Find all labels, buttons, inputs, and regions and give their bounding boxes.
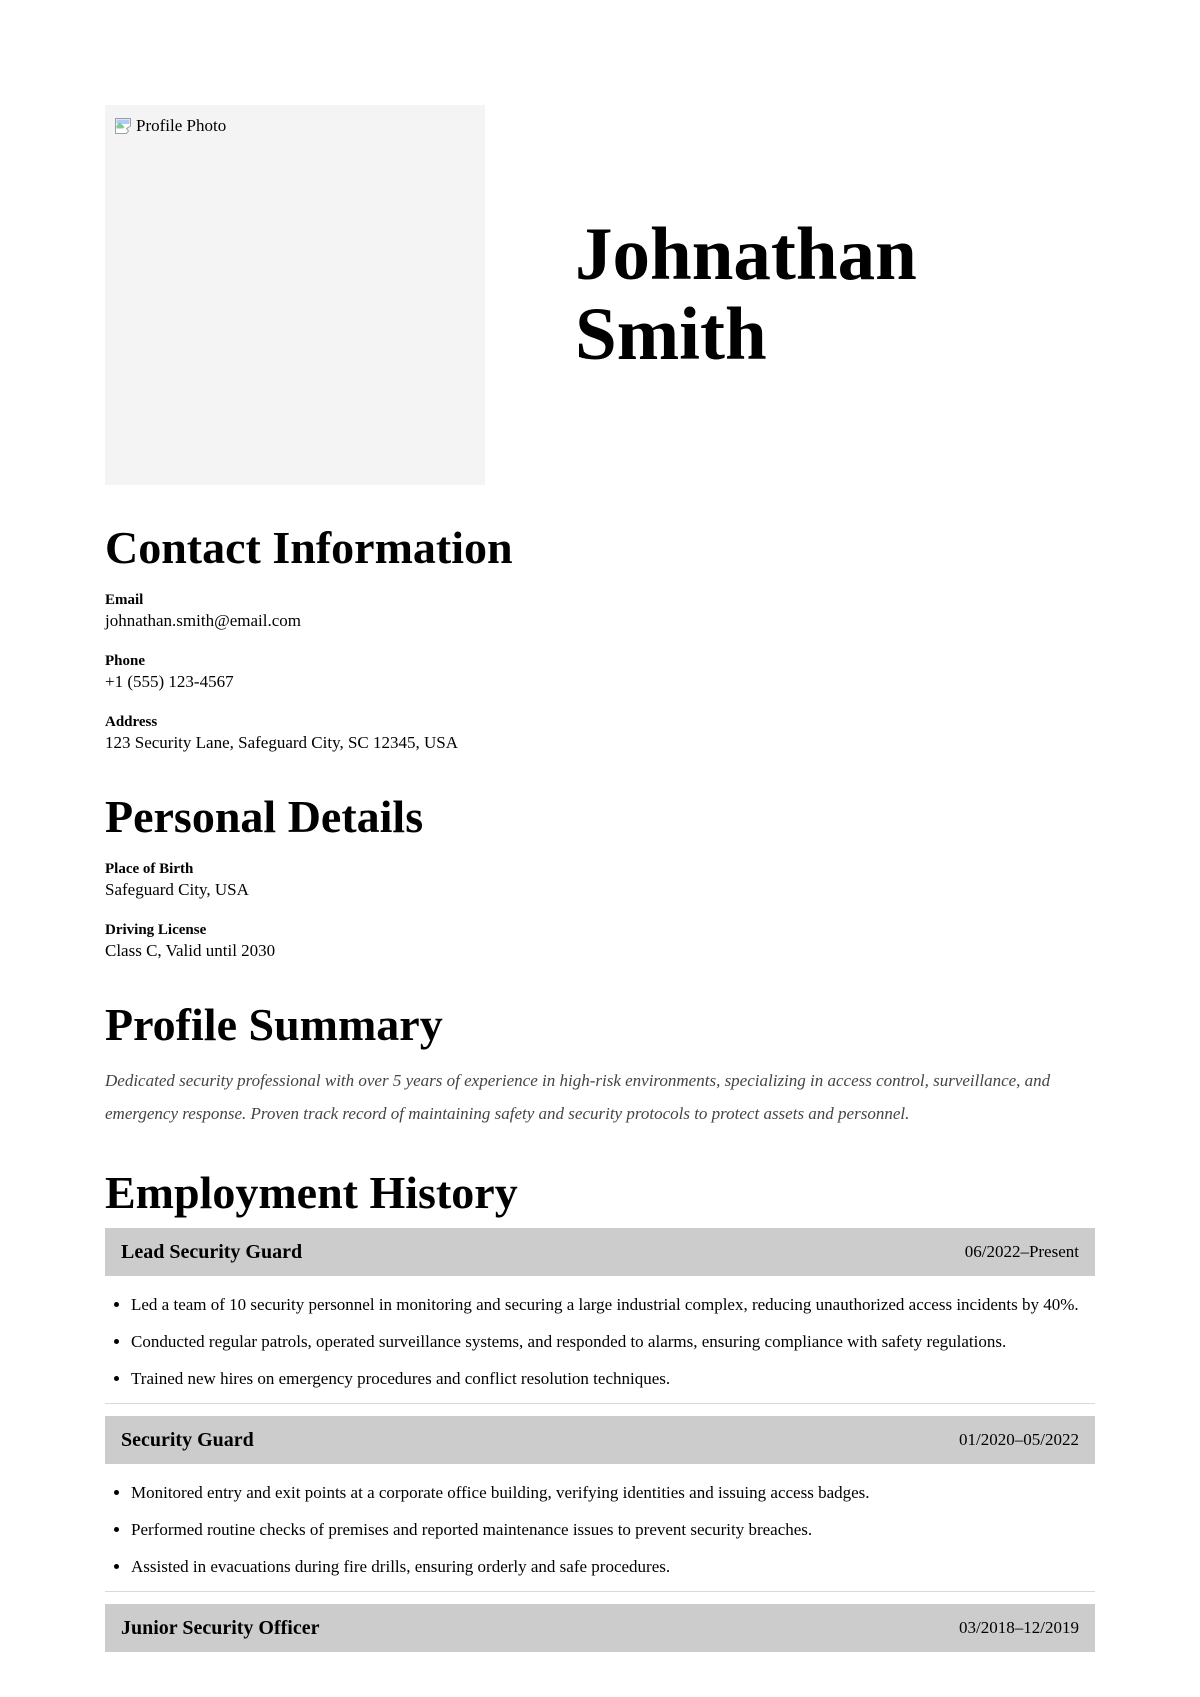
contact-section	[105, 522, 1095, 754]
job-dates: 06/2022–Present	[964, 1242, 1079, 1261]
field-label: Place of Birth	[105, 861, 194, 877]
field-label: Phone	[105, 653, 146, 669]
job-divider	[105, 1403, 1095, 1404]
field-label: Email	[105, 592, 144, 608]
job-bullet: • Trained new hires on emergency procedures and conflict resolution techniques.	[131, 1366, 1095, 1391]
profile-summary-text: Dedicated security professional with over 5 years of experience in high-risk environments, specializing in access control, surveillance, and emergency response. Proven track record of maintaining safety and security protocols to protect assets and personnel.	[105, 1071, 1051, 1123]
job-header-bar	[105, 1228, 1095, 1276]
job-header-bar	[105, 1604, 1095, 1652]
applicant-name: Johnathan Smith	[575, 212, 917, 376]
job-title: Junior Security Officer	[121, 1617, 320, 1639]
job-dates: 03/2018–12/2019	[959, 1618, 1079, 1637]
broken-image-icon	[113, 116, 133, 141]
personal-details-heading: Personal Details	[105, 791, 424, 842]
job-bullet: • Led a team of 10 security personnel in monitoring and securing a large industrial complex, reducing unauthorized access incidents by 40%.	[131, 1292, 1095, 1317]
job-bullet: • Assisted in evacuations during fire drills, ensuring orderly and safe procedures.	[131, 1554, 1095, 1579]
field-label: Driving License	[105, 922, 207, 938]
resume-header	[105, 105, 1095, 485]
field-value: Safeguard City, USA	[105, 880, 249, 899]
contact-field-email	[105, 591, 1095, 632]
contact-field-address	[105, 713, 1095, 754]
job-divider	[105, 1591, 1095, 1592]
field-value: 123 Security Lane, Safeguard City, SC 12345, USA	[105, 733, 459, 752]
contact-heading: Contact Information	[105, 522, 513, 573]
job-title: Security Guard	[121, 1429, 254, 1451]
job-header-bar	[105, 1416, 1095, 1464]
job-bullet: • Performed routine checks of premises and reported maintenance issues to prevent security breaches.	[131, 1517, 1095, 1542]
profile-summary-section	[105, 999, 1095, 1130]
contact-field-phone	[105, 652, 1095, 693]
field-value: +1 (555) 123-4567	[105, 672, 234, 691]
resume-document	[105, 105, 1095, 1652]
employment-history-section	[105, 1167, 1095, 1652]
profile-summary-heading: Profile Summary	[105, 999, 443, 1050]
personal-details-section	[105, 791, 1095, 962]
personal-field-place-of-birth	[105, 860, 1095, 901]
job-bullet: • Conducted regular patrols, operated surveillance systems, and responded to alarms, ensuring compliance with safety regulations.	[131, 1329, 1095, 1354]
field-value: Class C, Valid until 2030	[105, 941, 276, 960]
job-title: Lead Security Guard	[121, 1241, 303, 1263]
field-label: Address	[105, 714, 158, 730]
job-bullet-list	[105, 1292, 1095, 1391]
profile-photo-alt-text: Profile Photo	[136, 116, 227, 135]
employment-history-heading: Employment History	[105, 1167, 518, 1218]
job-dates: 01/2020–05/2022	[959, 1430, 1079, 1449]
profile-photo-placeholder	[105, 105, 485, 485]
broken-image-content	[113, 115, 477, 141]
field-value: johnathan.smith@email.com	[105, 611, 302, 630]
job-bullet: • Monitored entry and exit points at a corporate office building, verifying identities and issuing access badges.	[131, 1480, 1095, 1505]
job-bullet-list	[105, 1480, 1095, 1579]
personal-field-driving-license	[105, 921, 1095, 962]
